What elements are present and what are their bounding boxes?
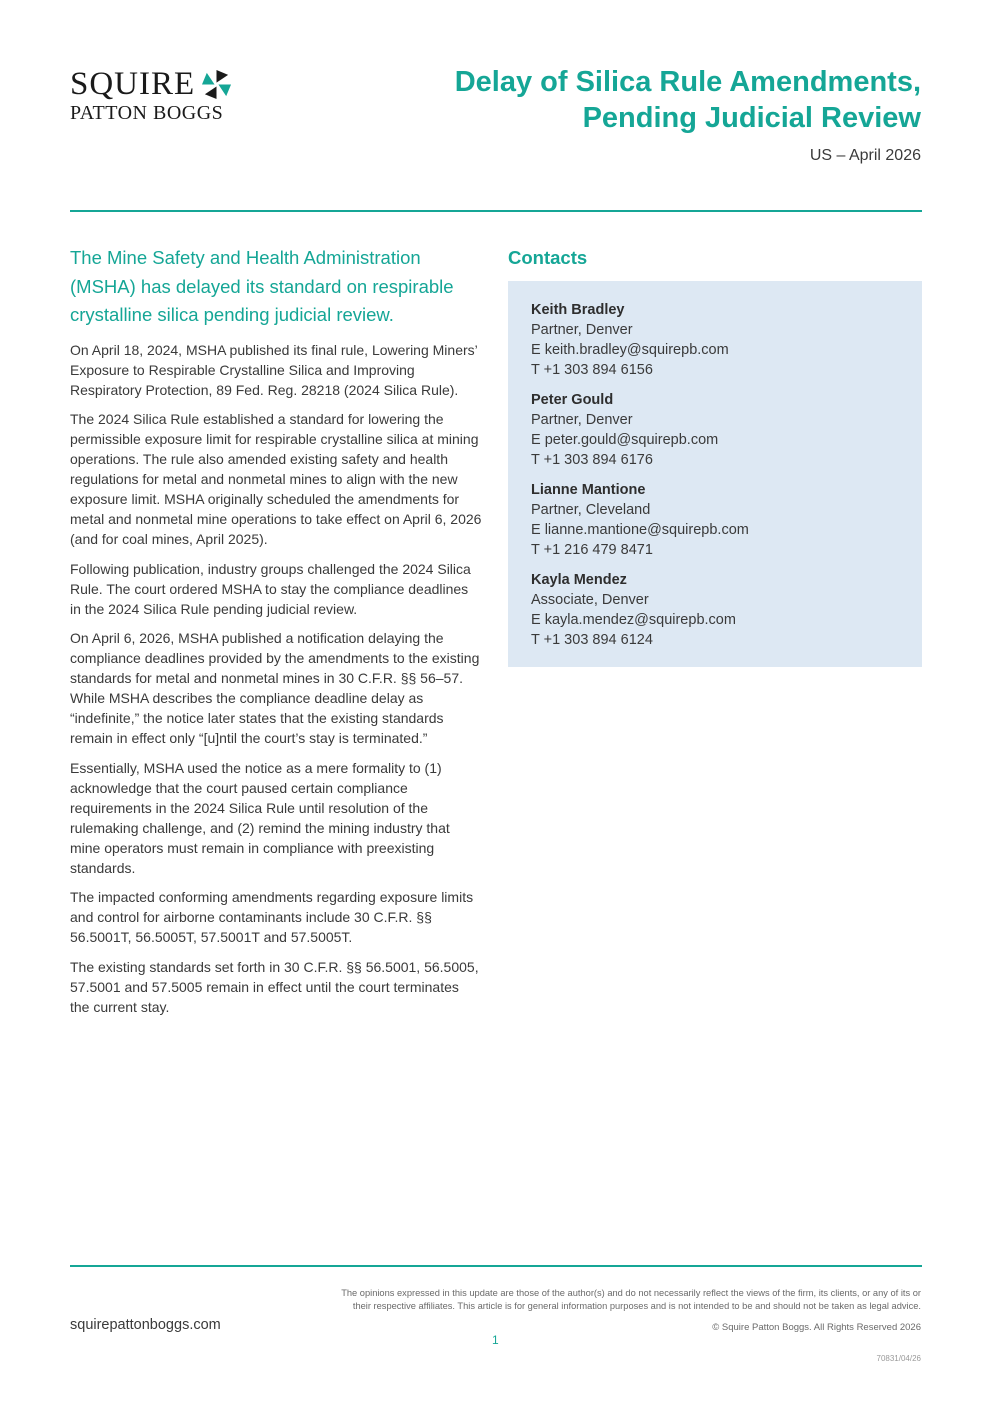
header-divider	[70, 210, 922, 212]
contact-card	[531, 300, 899, 380]
footer-copyright: © Squire Patton Boggs. All Rights Reserved 2026	[712, 1322, 921, 1333]
footer-divider	[70, 1265, 922, 1267]
contact-name: Peter Gould	[531, 392, 614, 408]
contacts-box	[508, 281, 922, 667]
disclaimer-line-1: The opinions expressed in this update are those of the author(s) and do not necessarily reflect the views of the firm, its clients, or any of its or	[341, 1288, 921, 1298]
article-paragraph: On April 6, 2026, MSHA published a notification delaying the compliance deadlines provided by the amendments to the existing standards for metal and nonmetal mines in 30 C.F.R. §§ 56–57. While MSHA describes the compliance deadline delay as “indefinite,” the notice later states that the existing standards remain in effect only “[u]ntil the court’s stay is terminated.”	[70, 630, 480, 746]
disclaimer-line-2: their respective affiliates. This article is for general information purposes and is not intended to be and should not be taken as legal advice.	[352, 1300, 921, 1311]
contact-role: Partner, Cleveland	[531, 502, 651, 518]
article-paragraph: On April 18, 2024, MSHA published its final rule, Lowering Miners’ Exposure to Respirable Crystalline Silica and Improving Respiratory Protection, 89 Fed. Reg. 28218 (2024 Silica Rule).	[70, 341, 478, 398]
logo-word-squire: SQUIRE	[70, 66, 196, 102]
article-paragraph: The impacted conforming amendments regarding exposure limits and control for airborne contaminants include 30 C.F.R. §§ 56.5001T, 56.5005T, 57.5001T and 57.5005T.	[70, 889, 474, 945]
article-intro: The Mine Safety and Health Administration (MSHA) has delayed its standard on respirable crystalline silica pending judicial review.	[70, 247, 454, 325]
article-paragraph: The 2024 Silica Rule established a standard for lowering the permissible exposure limit for respirable crystalline silica at mining operations. The rule also amended existing safety and health regulations for metal and nonmetal mines to align with the new exposure limit. MSHA originally scheduled the amendments for metal and nonmetal mine operations to take effect on April 6, 2026 (and for coal mines, April 2025).	[70, 411, 482, 547]
document-title	[361, 64, 921, 136]
contact-email[interactable]: E keith.bradley@squirepb.com	[531, 342, 729, 358]
contact-phone: T +1 303 894 6176	[531, 452, 653, 468]
contact-card	[531, 570, 899, 650]
firm-logo	[70, 66, 232, 124]
contact-email[interactable]: E lianne.mantione@squirepb.com	[531, 522, 749, 538]
article-paragraph: The existing standards set forth in 30 C.F.R. §§ 56.5001, 56.5005, 57.5001 and 57.5005 remain in effect until the court terminates the current stay.	[70, 958, 479, 1015]
footer-website-link[interactable]: squirepattonboggs.com	[70, 1317, 221, 1333]
article-paragraph: Following publication, industry groups challenged the 2024 Silica Rule. The court ordered MSHA to stay the compliance deadlines in the 2024 Silica Rule pending judicial review.	[70, 560, 471, 617]
page-number: 1	[492, 1333, 499, 1347]
contact-name: Kayla Mendez	[531, 572, 627, 588]
contact-phone: T +1 216 479 8471	[531, 542, 653, 558]
footer-disclaimer	[281, 1287, 921, 1312]
contact-name: Lianne Mantione	[531, 482, 646, 498]
contacts-column	[508, 244, 922, 667]
contacts-heading: Contacts	[508, 247, 588, 268]
logo-word-patton-boggs: PATTON BOGGS	[70, 102, 224, 124]
title-line-1: Delay of Silica Rule Amendments,	[454, 66, 921, 98]
contact-card	[531, 390, 899, 470]
contact-role: Associate, Denver	[531, 592, 649, 608]
contact-email[interactable]: E kayla.mendez@squirepb.com	[531, 612, 736, 628]
document-code: 70831/04/26	[876, 1354, 921, 1363]
contact-name: Keith Bradley	[531, 302, 625, 318]
contact-card	[531, 480, 899, 560]
article-column	[70, 244, 482, 1026]
logo-mark-icon	[201, 69, 232, 100]
title-line-2: Pending Judicial Review	[582, 102, 921, 134]
contact-email[interactable]: E peter.gould@squirepb.com	[531, 432, 719, 448]
contact-role: Partner, Denver	[531, 322, 633, 338]
document-subtitle: US – April 2026	[809, 147, 921, 164]
contact-phone: T +1 303 894 6124	[531, 632, 653, 648]
article-paragraph: Essentially, MSHA used the notice as a mere formality to (1) acknowledge that the court paused certain compliance requirements in the 2024 Silica Rule until resolution of the rulemaking challenge, and (2) remind the mining industry that mine operators must remain in compliance with preexisting standards.	[70, 759, 450, 876]
contact-phone: T +1 303 894 6156	[531, 362, 653, 378]
contact-role: Partner, Denver	[531, 412, 633, 428]
